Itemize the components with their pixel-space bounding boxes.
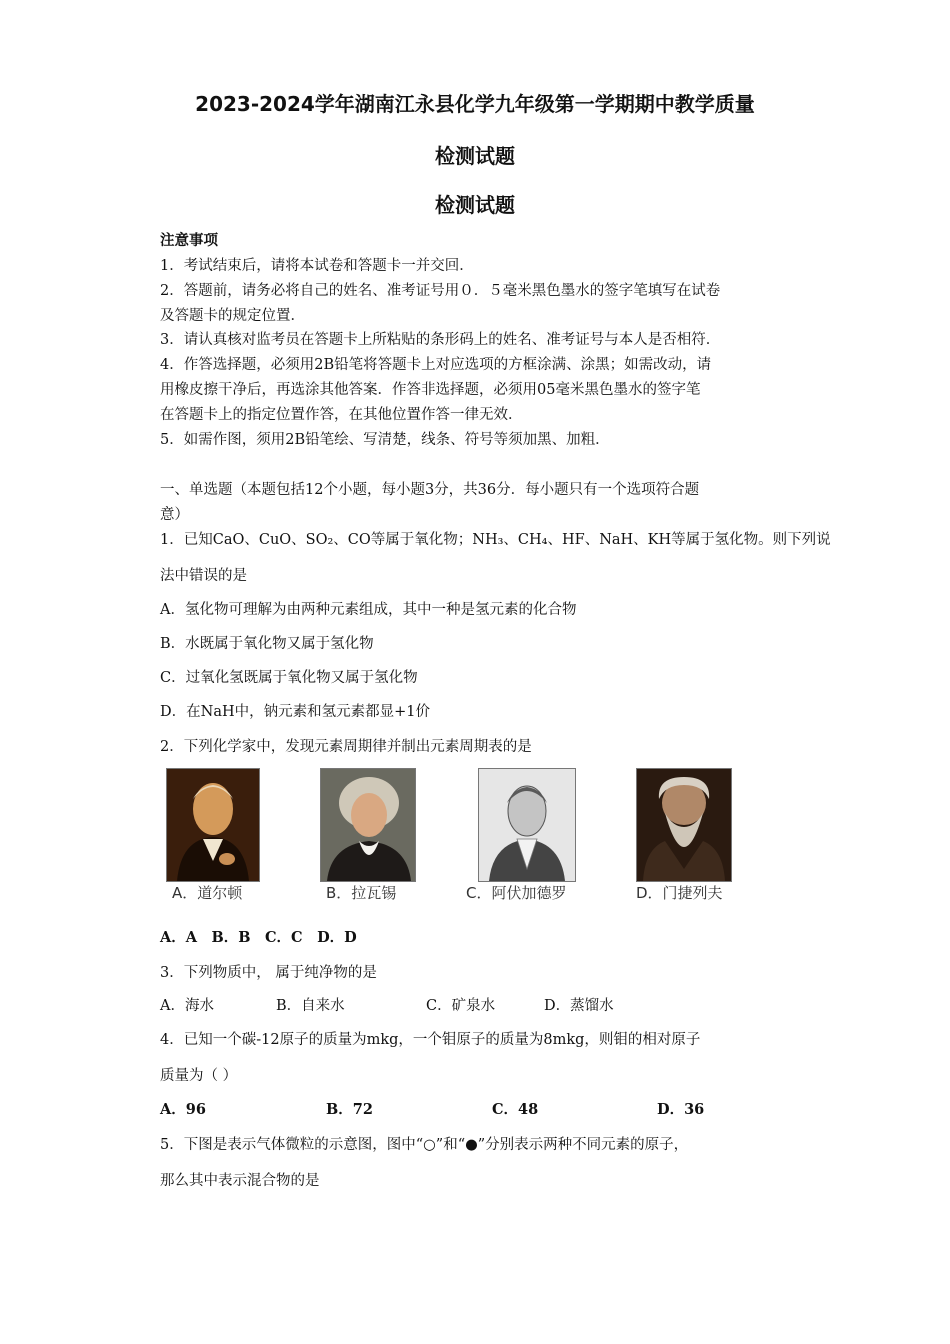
notice-line: 及答题卡的规定位置． [160, 308, 305, 324]
q4-stem: 4．已知一个碳-12原子的质量为mkg，一个钼原子的质量为8mkg，则钼的相对原子 [160, 1032, 701, 1048]
q5-stem: 5．下图是表示气体微粒的示意图，图中“○”和“●”分别表示两种不同元素的原子， [160, 1137, 689, 1153]
q1-option-d: D．在NaH中，钠元素和氢元素都显+1价 [160, 704, 430, 720]
q1-stem: 1．已知CaO、CuO、SO₂、CO等属于氧化物；NH₃、CH₄、HF、NaH、KH等属于氢化物。则下列说 [160, 532, 831, 548]
q4-option-d: D．36 [657, 1101, 705, 1118]
portrait-mendeleev [636, 768, 732, 882]
notice-line: 2．答题前，请务必将自己的姓名、准考证号用０．５毫米黑色墨水的签字笔填写在试卷 [160, 283, 721, 299]
notice-line: 1．考试结束后，请将本试卷和答题卡一并交回． [160, 258, 474, 274]
notice-line: 3．请认真核对监考员在答题卡上所粘贴的条形码上的姓名、准考证号与本人是否相符． [160, 332, 721, 348]
q3-option-c: C．矿泉水 [426, 998, 496, 1014]
notice-line: 5．如需作图，须用2B铅笔绘、写清楚，线条、符号等须加黑、加粗． [160, 432, 610, 448]
paper-title-line2: 检测试题 [435, 144, 515, 168]
q3-option-a: A．海水 [160, 998, 214, 1014]
q2-answers: A．A B．B C．C D．D [160, 929, 357, 946]
q4-option-a: A．96 [160, 1101, 206, 1118]
notice-heading: 注意事项 [160, 232, 218, 249]
q5-stem-cont: 那么其中表示混合物的是 [160, 1173, 320, 1189]
section-heading: 一、单选题（本题包括12个小题，每小题3分，共36分．每小题只有一个选项符合题 [160, 482, 700, 498]
portrait-dalton [166, 768, 260, 882]
notice-line: 在答题卡上的指定位置作答，在其他位置作答一律无效． [160, 407, 523, 423]
caption-c: C．阿伏加德罗 [466, 884, 567, 902]
caption-d: D．门捷列夫 [636, 884, 723, 902]
q3-option-b: B．自来水 [276, 998, 345, 1014]
q1-option-a: A．氢化物可理解为由两种元素组成，其中一种是氢元素的化合物 [160, 602, 577, 618]
section-heading-cont: 意） [160, 507, 189, 523]
notice-line: 用橡皮擦干净后，再选涂其他答案．作答非选择题，必须用05毫米黑色墨水的签字笔 [160, 382, 701, 398]
notice-line: 4．作答选择题，必须用2B铅笔将答题卡上对应选项的方框涂满、涂黑；如需改动，请 [160, 357, 712, 373]
q4-option-c: C．48 [492, 1101, 539, 1118]
q3-option-d: D．蒸馏水 [544, 998, 614, 1014]
q1-option-b: B．水既属于氧化物又属于氢化物 [160, 636, 374, 652]
caption-a: A．道尔顿 [172, 884, 243, 902]
q2-stem: 2．下列化学家中，发现元素周期律并制出元素周期表的是 [160, 739, 532, 755]
q4-option-b: B．72 [326, 1101, 373, 1118]
q1-stem-cont: 法中错误的是 [160, 568, 247, 584]
portrait-lavoisier [320, 768, 416, 882]
q4-stem-cont: 质量为（ ） [160, 1068, 238, 1084]
paper-title-line1: 2023-2024学年湖南江永县化学九年级第一学期期中教学质量 [195, 92, 755, 116]
q3-stem: 3．下列物质中， 属于纯净物的是 [160, 965, 377, 981]
paper-title-line3: 检测试题 [435, 193, 515, 217]
q1-option-c: C．过氧化氢既属于氧化物又属于氢化物 [160, 670, 418, 686]
portrait-avogadro [478, 768, 576, 882]
caption-b: B．拉瓦锡 [326, 884, 397, 902]
